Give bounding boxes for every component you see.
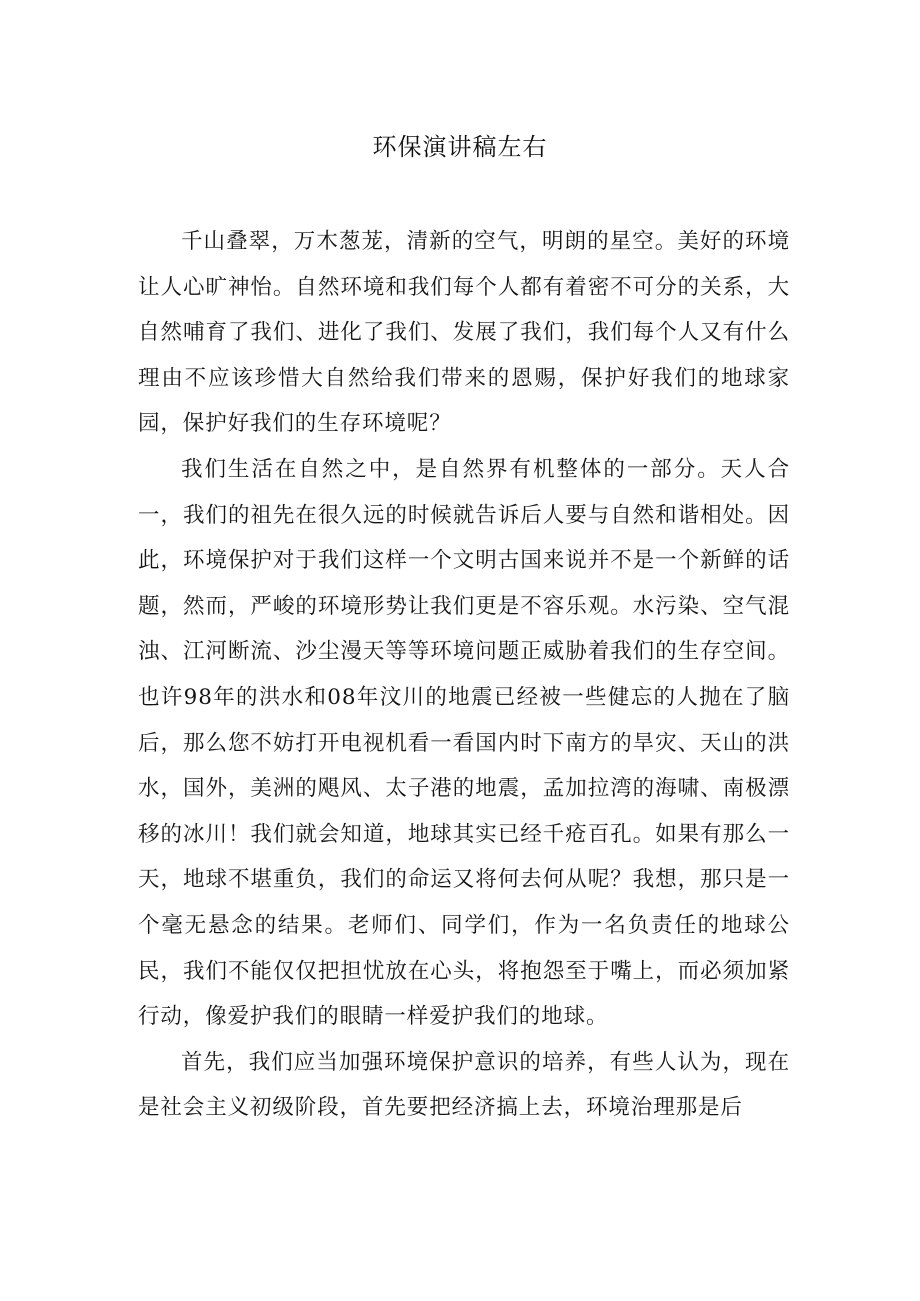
paragraph-1: 千山叠翠，万木葱茏，清新的空气，明朗的星空。美好的环境让人心旷神怡。自然环境和我们每个人都有着密不可分的关系，大自然哺育了我们、进化了我们、发展了我们，我们每个人又有什么理由不应该珍惜大自然给我们带来的恩赐，保护好我们的地球家园，保护好我们的生存环境呢？	[138, 229, 790, 437]
paragraph-3: 首先，我们应当加强环境保护意识的培养，有些人认为，现在是社会主义初级阶段，首先要把经济搞上去，环境治理那是后	[138, 1049, 790, 1121]
document-body	[138, 219, 790, 1131]
page-title: 环保演讲稿左右	[372, 133, 548, 161]
paragraph-2: 我们生活在自然之中，是自然界有机整体的一部分。天人合一，我们的祖先在很久远的时候就告诉后人要与自然和谐相处。因此，环境保护对于我们这样一个文明古国来说并不是一个新鲜的话题，然而，严峻的环境形势让我们更是不容乐观。水污染、空气混浊、江河断流、沙尘漫天等等环境问题正威胁着我们的生存空间。也许98年的洪水和08年汶川的地震已经被一些健忘的人抛在了脑后，那么您不妨打开电视机看一看国内时下南方的旱灾、天山的洪水，国外，美洲的飓风、太子港的地震，孟加拉湾的海啸、南极漂移的冰川！我们就会知道，地球其实已经千疮百孔。如果有那么一天，地球不堪重负，我们的命运又将何去何从呢？我想，那只是一个毫无悬念的结果。老师们、同学们，作为一名负责任的地球公民，我们不能仅仅把担忧放在心头，将抱怨至于嘴上，而必须加紧行动，像爱护我们的眼睛一样爱护我们的地球。	[138, 456, 790, 1030]
